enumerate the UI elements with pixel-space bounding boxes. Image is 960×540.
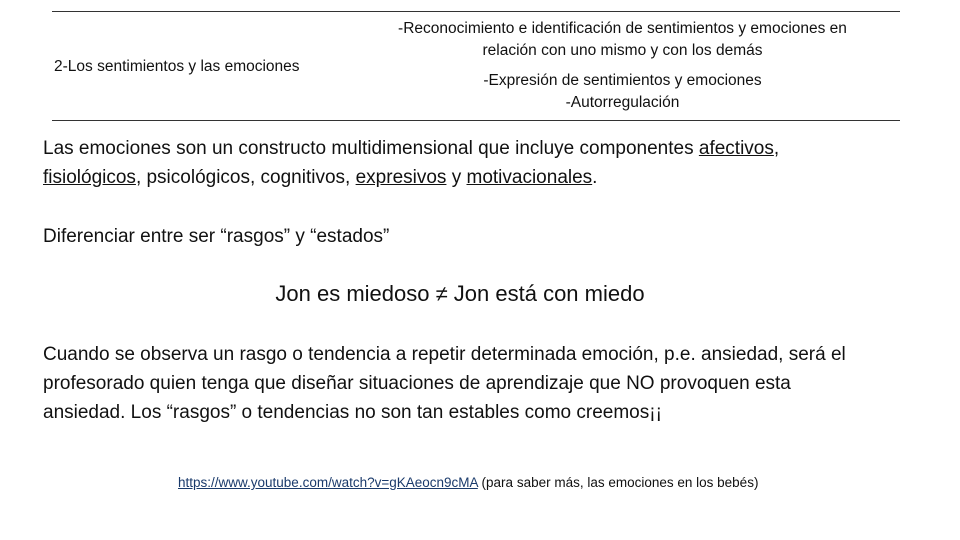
definition-conjunction: y <box>446 167 467 188</box>
bottom-divider <box>52 120 900 121</box>
example-statement: Jon es miedoso ≠ Jon está con miedo <box>275 281 645 306</box>
closing-paragraph: Cuando se observa un rasgo o tendencia a repetir determinada emoción, p.e. ansiedad, será el profesorado quien tenga que diseñar situaciones de aprendizaje que NO provoquen esta ansiedad. Los “rasgos” o tendencias no son tan estables como creemos¡¡ <box>43 344 846 423</box>
source-line <box>178 475 758 490</box>
objective-line: -Expresión de sentimientos y emociones <box>483 72 762 89</box>
objectives-list <box>350 18 895 114</box>
topic-heading: 2-Los sentimientos y las emociones <box>54 58 300 75</box>
term-expressive: expresivos <box>355 167 447 188</box>
definition-end: . <box>592 167 598 188</box>
youtube-link[interactable]: https://www.youtube.com/watch?v=gKAeocn9cMA <box>178 475 478 490</box>
traits-vs-states-line: Diferenciar entre ser “rasgos” y “estados” <box>43 226 390 247</box>
term-affective: afectivos <box>698 138 774 159</box>
definition-lead: Las emociones son un constructo multidimensional que incluye componentes <box>43 138 694 159</box>
objective-line: -Reconocimiento e identificación de sentimientos y emociones en <box>398 20 847 37</box>
objective-line: -Autorregulación <box>565 94 680 111</box>
term-physiological: fisiológicos <box>43 167 136 188</box>
objective-line: relación con uno mismo y con los demás <box>482 42 763 59</box>
top-divider <box>52 11 900 12</box>
emotions-definition-paragraph: Las emociones son un constructo multidimensional que incluye componentes afectivos, fisiológicos, psicológicos, cognitivos, expresivos y motivacionales. <box>43 138 780 188</box>
term-motivational: motivacionales <box>466 167 593 188</box>
source-note: (para saber más, las emociones en los bebés) <box>477 475 759 490</box>
definition-mid: , psicológicos, cognitivos, <box>135 167 356 188</box>
